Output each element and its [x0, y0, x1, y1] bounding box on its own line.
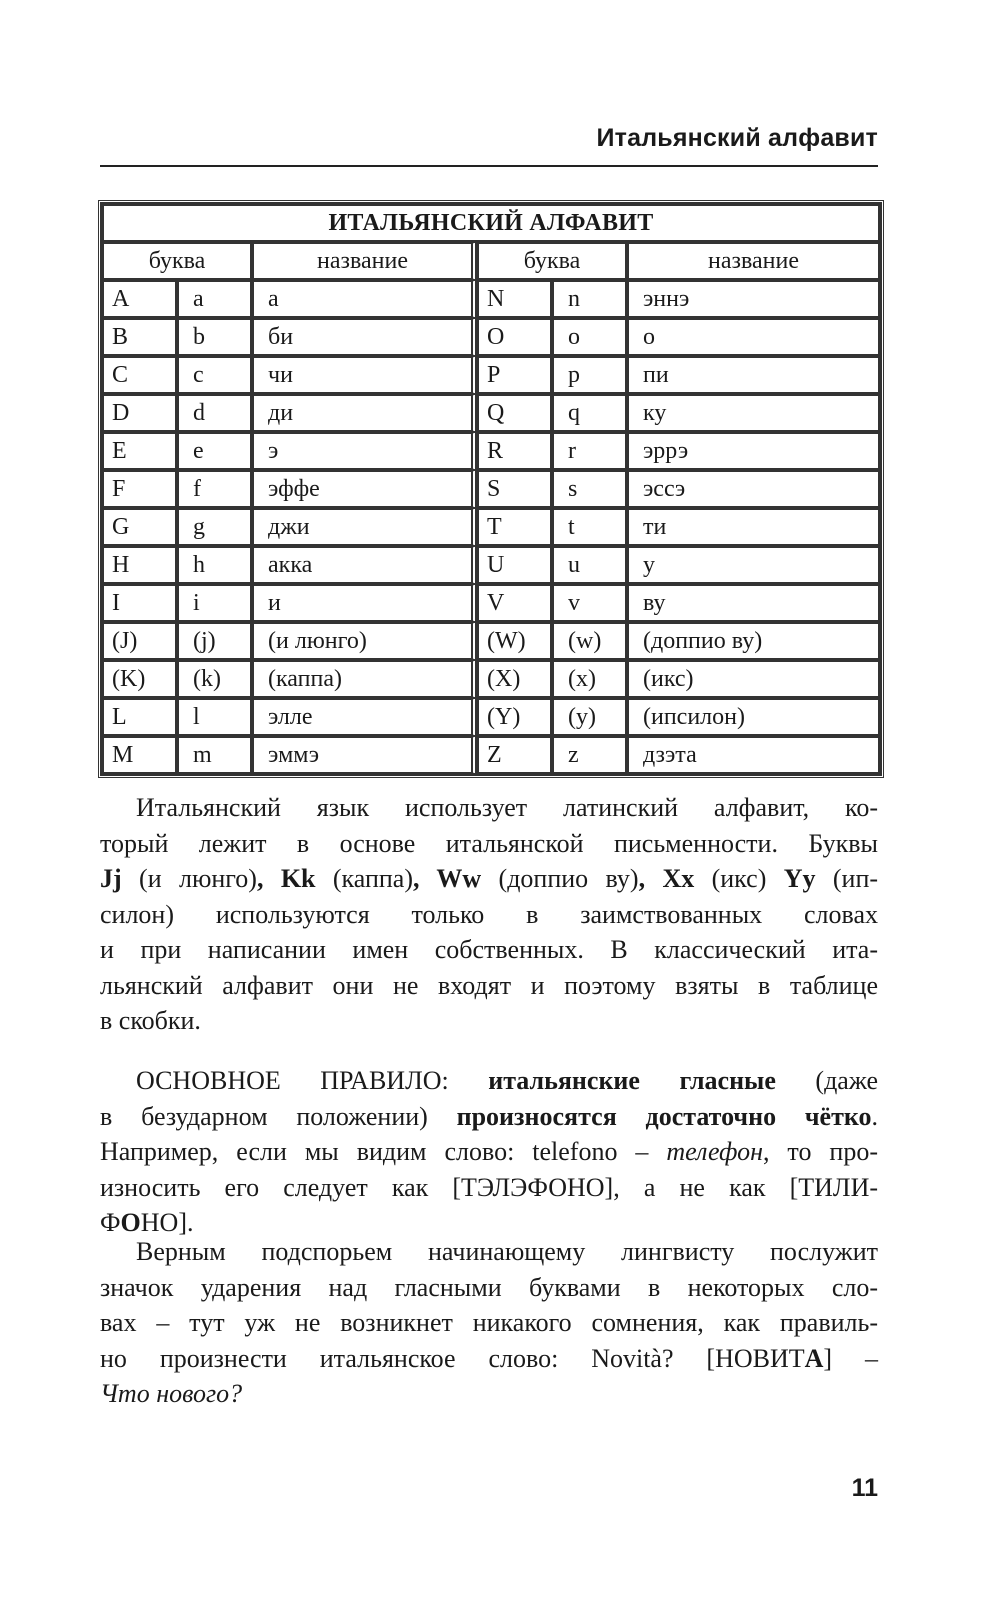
text-line: льянский алфавит они не входят и поэтому взяты в таблице: [100, 970, 878, 1000]
letter-name: ку: [627, 394, 880, 432]
uppercase-letter: L: [102, 698, 177, 736]
letter-xx: Xx: [662, 864, 695, 893]
table-row: [102, 470, 880, 508]
stressed-vowel: А: [804, 1343, 824, 1373]
table-row: [102, 584, 880, 622]
letter-name: ву: [627, 584, 880, 622]
text-line: вах – тут уж не возникнет никакого сомнения, как правиль-: [100, 1308, 878, 1337]
text-line: [100, 1134, 878, 1170]
text-line: [100, 1063, 878, 1099]
text-span: Например, если мы видим слово: telefono –: [100, 1137, 667, 1166]
letter-kk-name: (каппа): [315, 864, 413, 893]
text-span: НО].: [140, 1208, 194, 1237]
letter-jj-name: (и люнго): [121, 864, 257, 893]
uppercase-letter: M: [102, 736, 177, 774]
uppercase-letter: D: [102, 394, 177, 432]
uppercase-letter: (Y): [477, 698, 552, 736]
uppercase-letter: (X): [477, 660, 552, 698]
separator: ,: [413, 864, 437, 893]
lowercase-letter: (j): [177, 622, 252, 660]
uppercase-letter: (J): [102, 622, 177, 660]
text-line: [100, 1099, 878, 1135]
text-line: и при написании имен собственных. В классический ита-: [100, 935, 878, 964]
text-line: Верным подспорьем начинающему лингвисту послужит: [136, 1237, 878, 1266]
lowercase-letter: d: [177, 394, 252, 432]
text-line: значок ударения над гласными буквами в некоторых сло-: [100, 1272, 878, 1302]
letter-name: о: [627, 318, 880, 356]
lowercase-letter: f: [177, 470, 252, 508]
text-line: износить его следует как [ТЭЛЭФОНО], а не как [ТИЛИ-: [100, 1172, 878, 1202]
emphasis: итальянские гласные: [488, 1066, 776, 1095]
table-row: [102, 318, 880, 356]
lowercase-letter: (x): [552, 660, 627, 698]
letter-name: эффе: [252, 470, 477, 508]
table-row: [102, 508, 880, 546]
separator: ,: [638, 864, 663, 893]
text-line: Что нового?: [100, 1379, 243, 1408]
col-header-letter: буква: [102, 242, 252, 280]
text-line: в скобки.: [100, 1006, 201, 1035]
text-line: силон) используются только в заимствованных словах: [100, 899, 878, 929]
text-line: торый лежит в основе итальянской письменности. Буквы: [100, 828, 878, 858]
letter-name: эссэ: [627, 470, 880, 508]
uppercase-letter: O: [477, 318, 552, 356]
paragraph-rule: [100, 1063, 878, 1241]
col-header-name: название: [627, 242, 880, 280]
uppercase-letter: P: [477, 356, 552, 394]
table-row: [102, 736, 880, 774]
separator: ,: [256, 864, 281, 893]
table-row: [102, 394, 880, 432]
letter-name: элле: [252, 698, 477, 736]
lowercase-letter: z: [552, 736, 627, 774]
letter-name: и: [252, 584, 477, 622]
uppercase-letter: B: [102, 318, 177, 356]
letter-name: пи: [627, 356, 880, 394]
letter-name: э: [252, 432, 477, 470]
letter-yy-name: (ип-: [815, 864, 879, 893]
text-line: [100, 861, 878, 897]
letter-name: ди: [252, 394, 477, 432]
paragraph-intro: [100, 790, 878, 1039]
letter-name: (икс): [627, 660, 880, 698]
table-row: [102, 280, 880, 318]
alphabet-table: [100, 202, 882, 776]
letter-name: (каппа): [252, 660, 477, 698]
lowercase-letter: e: [177, 432, 252, 470]
lowercase-letter: a: [177, 280, 252, 318]
uppercase-letter: N: [477, 280, 552, 318]
text-line: [100, 1341, 878, 1377]
text-line: Итальянский язык использует латинский алфавит, ко-: [136, 793, 878, 822]
letter-yy: Yy: [783, 864, 816, 893]
letter-name: би: [252, 318, 477, 356]
letter-name: эммэ: [252, 736, 477, 774]
uppercase-letter: F: [102, 470, 177, 508]
lowercase-letter: p: [552, 356, 627, 394]
translation: телефон: [666, 1137, 763, 1166]
letter-name: (доппио ву): [627, 622, 880, 660]
lowercase-letter: c: [177, 356, 252, 394]
col-header-name: название: [252, 242, 477, 280]
uppercase-letter: Z: [477, 736, 552, 774]
letter-name: дзэта: [627, 736, 880, 774]
uppercase-letter: (K): [102, 660, 177, 698]
letter-name: (ипсилон): [627, 698, 880, 736]
letter-jj: Jj: [100, 864, 122, 893]
header-rule: [100, 165, 878, 167]
lowercase-letter: (k): [177, 660, 252, 698]
letter-name: эррэ: [627, 432, 880, 470]
lowercase-letter: m: [177, 736, 252, 774]
letter-ww-name: (доппио ву): [481, 864, 639, 893]
table-row: [102, 622, 880, 660]
table-row: [102, 660, 880, 698]
lowercase-letter: (y): [552, 698, 627, 736]
letter-name: (и люнго): [252, 622, 477, 660]
page-number: 11: [851, 1474, 878, 1502]
uppercase-letter: (W): [477, 622, 552, 660]
uppercase-letter: R: [477, 432, 552, 470]
lowercase-letter: g: [177, 508, 252, 546]
text-span: в безударном положении): [100, 1101, 457, 1131]
text-span: .: [871, 1101, 878, 1131]
letter-name: ти: [627, 508, 880, 546]
lowercase-letter: u: [552, 546, 627, 584]
lowercase-letter: (w): [552, 622, 627, 660]
rule-label: ОСНОВНОЕ ПРАВИЛО:: [136, 1066, 489, 1095]
letter-name: джи: [252, 508, 477, 546]
uppercase-letter: S: [477, 470, 552, 508]
table-row: [102, 546, 880, 584]
uppercase-letter: G: [102, 508, 177, 546]
lowercase-letter: t: [552, 508, 627, 546]
uppercase-letter: C: [102, 356, 177, 394]
paragraph-accent: [100, 1234, 878, 1412]
letter-name: у: [627, 546, 880, 584]
text-span: (даже: [775, 1066, 879, 1095]
lowercase-letter: o: [552, 318, 627, 356]
table-row: [102, 356, 880, 394]
emphasis: произносятся достаточно чётко: [456, 1101, 872, 1131]
letter-ww: Ww: [436, 864, 482, 893]
lowercase-letter: b: [177, 318, 252, 356]
text-span: ] –: [823, 1343, 878, 1373]
uppercase-letter: E: [102, 432, 177, 470]
uppercase-letter: U: [477, 546, 552, 584]
lowercase-letter: s: [552, 470, 627, 508]
uppercase-letter: T: [477, 508, 552, 546]
uppercase-letter: H: [102, 546, 177, 584]
table-column-headers: [102, 242, 880, 280]
table-row: [102, 698, 880, 736]
lowercase-letter: v: [552, 584, 627, 622]
lowercase-letter: i: [177, 584, 252, 622]
letter-name: акка: [252, 546, 477, 584]
lowercase-letter: l: [177, 698, 252, 736]
lowercase-letter: n: [552, 280, 627, 318]
lowercase-letter: h: [177, 546, 252, 584]
uppercase-letter: V: [477, 584, 552, 622]
stressed-vowel: О: [120, 1208, 141, 1237]
running-title: Итальянский алфавит: [596, 124, 878, 152]
lowercase-letter: r: [552, 432, 627, 470]
letter-name: а: [252, 280, 477, 318]
lowercase-letter: q: [552, 394, 627, 432]
text-span: Ф: [100, 1208, 121, 1237]
letter-name: чи: [252, 356, 477, 394]
text-span: но произнести итальянское слово: Novità? [НОВИТ: [100, 1343, 805, 1373]
letter-xx-name: (икс): [694, 864, 784, 893]
uppercase-letter: Q: [477, 394, 552, 432]
col-header-letter: буква: [477, 242, 627, 280]
table-title: ИТАЛЬЯНСКИЙ АЛФАВИТ: [102, 204, 880, 242]
letter-kk: Kk: [280, 864, 316, 893]
table-row: [102, 432, 880, 470]
letter-name: эннэ: [627, 280, 880, 318]
uppercase-letter: I: [102, 584, 177, 622]
text-span: , то про-: [762, 1137, 878, 1166]
uppercase-letter: A: [102, 280, 177, 318]
